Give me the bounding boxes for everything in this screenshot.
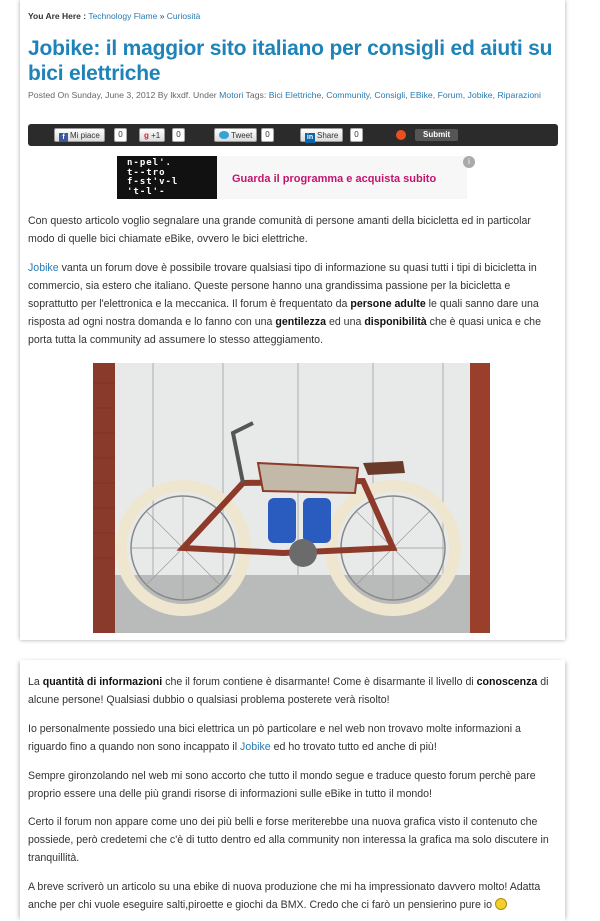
article-title[interactable]: Jobike: il maggior sito italiano per consigli ed aiuti su bici elettriche	[28, 37, 553, 85]
ad-cta-link[interactable]: Guarda il programma e acquista subito	[232, 173, 437, 185]
text-span: che il forum contiene è disarmante! Come è disarmante il livello di	[162, 676, 477, 688]
text-span: ed ho trovato tutto ed anche di più!	[270, 741, 437, 753]
text-span: Io personalmente possiedo una bici elettrica un pò particolare e nel web non trovavo molte informazioni a riguardo fino a quando non sono incappato il	[28, 723, 521, 753]
linkedin-share-count: 0	[350, 128, 363, 142]
bold-text: conoscenza	[476, 676, 538, 688]
paragraph-world: Sempre gironzolando nel web mi sono accorto che tutto il mondo segue e traduce questo forum perchè pare proprio essere una delle più grandi risorse di informazioni sulle eBike in tutto il mondo!	[28, 770, 536, 800]
share-bar	[28, 124, 558, 146]
text-span: di alcune persone! Qualsiasi dubbio o qualsiasi problema posterete verà risolto!	[28, 676, 549, 706]
bold-text: quantità di informazioni	[42, 676, 163, 688]
ad-banner[interactable]	[117, 156, 470, 199]
tag-link[interactable]: Consigli	[374, 90, 406, 100]
ad-info-icon[interactable]: i	[463, 156, 475, 168]
ad-logo: n-pel'. t--tro f-st'v-l 't-l'-	[117, 156, 217, 199]
motorbike-illustration	[93, 363, 490, 633]
tag-link[interactable]: Bici Elettriche	[268, 90, 322, 100]
google-plus-label: +1	[151, 131, 161, 140]
paragraph-upcoming	[28, 878, 558, 914]
linkedin-share-label: Share	[317, 131, 339, 140]
tag-link[interactable]: Jobike	[467, 90, 493, 100]
text-span: ed una	[326, 316, 365, 328]
linkedin-share-button[interactable]	[300, 128, 343, 142]
tag-link[interactable]: Community	[326, 90, 370, 100]
facebook-like-button[interactable]	[54, 128, 105, 142]
breadcrumb-link-curiosita[interactable]: Curiosità	[166, 11, 201, 21]
twitter-icon	[219, 131, 229, 139]
text-span: le quali sanno dare una risposta ad ogni nostra domanda e lo fanno con una	[28, 298, 539, 328]
meta-tags-label: Tags:	[245, 90, 267, 100]
facebook-icon: f	[59, 133, 68, 142]
linkedin-icon: in	[306, 134, 314, 141]
tag-link[interactable]: Riparazioni	[497, 90, 541, 100]
meta-posted: Posted On Sunday, June 3, 2012 By	[28, 90, 168, 100]
text-span: che è quasi unica e che porta tutta la community ad assumere lo stesso atteggiamento.	[28, 316, 541, 346]
tag-link[interactable]: Forum	[437, 90, 463, 100]
facebook-like-count: 0	[114, 128, 127, 142]
meta-author: lkxdf.	[170, 90, 191, 100]
google-plus-icon: g	[144, 131, 149, 140]
smiley-icon	[495, 898, 507, 910]
text-span: vanta un forum dove è possibile trovare qualsiasi tipo di informazione su quasi tutti i tipi di bicicletta in commercio, sia estero che italiano. Queste persone hanno una grandissima passione per la bicicletta e soprattutto per l'elettronica e la meccanica. Il forum è frequentato da	[28, 262, 537, 310]
breadcrumb-separator: »	[159, 11, 165, 21]
tweet-label: Tweet	[231, 131, 253, 140]
paragraph-forum	[28, 259, 558, 349]
facebook-like-label: Mi piace	[70, 131, 100, 140]
google-plus-button[interactable]	[139, 128, 165, 142]
bold-text: gentilezza	[275, 316, 327, 328]
paragraph-personal	[28, 720, 558, 756]
text-span: La	[28, 676, 43, 688]
jobike-link[interactable]: Jobike	[240, 741, 271, 753]
google-plus-count: 0	[172, 128, 185, 142]
meta-under: Under	[193, 90, 217, 100]
stumbleupon-icon	[396, 130, 406, 140]
bold-text: persone adulte	[350, 298, 426, 310]
tweet-count: 0	[261, 128, 274, 142]
breadcrumb	[28, 11, 200, 21]
tag-link[interactable]: EBike	[410, 90, 433, 100]
paragraph-intro: Con questo articolo voglio segnalare una grande comunità di persone amanti della bicicletta ed in particolar modo di quelle bici chiamate eBike, ovvero le bici elettriche.	[28, 215, 531, 245]
stumbleupon-submit-button[interactable]: Submit	[415, 129, 458, 141]
meta-category-link[interactable]: Motori	[219, 90, 244, 100]
breadcrumb-link-technology-flame[interactable]: Technology Flame	[88, 11, 158, 21]
paragraph-quantity	[28, 673, 558, 709]
bold-text: disponibilità	[364, 316, 427, 328]
page-container	[20, 0, 565, 921]
paragraph-graphics: Certo il forum non appare come uno dei più belli e forse meriterebbe una nuova grafica visto il contenuto che possiede, però credetemi che c'è di tutto dentro ed alla community non interessa la grafica ma solo discutere in tranquillità.	[28, 816, 549, 864]
tweet-button[interactable]	[214, 128, 257, 142]
jobike-link[interactable]: Jobike	[28, 262, 59, 274]
text-span: A breve scriverò un articolo su una ebike di nuova produzione che mi ha impressionato davvero molto! Adatta anche per chi vuole eseguire salti,piroette e giochi da BMX. Credo che ci farò un pensierino pure io	[28, 881, 541, 911]
breadcrumb-label: You Are Here :	[28, 11, 87, 21]
ebike-photo	[93, 363, 490, 633]
article-meta: Posted On Sunday, June 3, 2012 By lkxdf. Under Motori Tags: Bici Elettriche, Community, Consigli, EBike, Forum, Jobike, Riparazioni	[28, 90, 541, 100]
